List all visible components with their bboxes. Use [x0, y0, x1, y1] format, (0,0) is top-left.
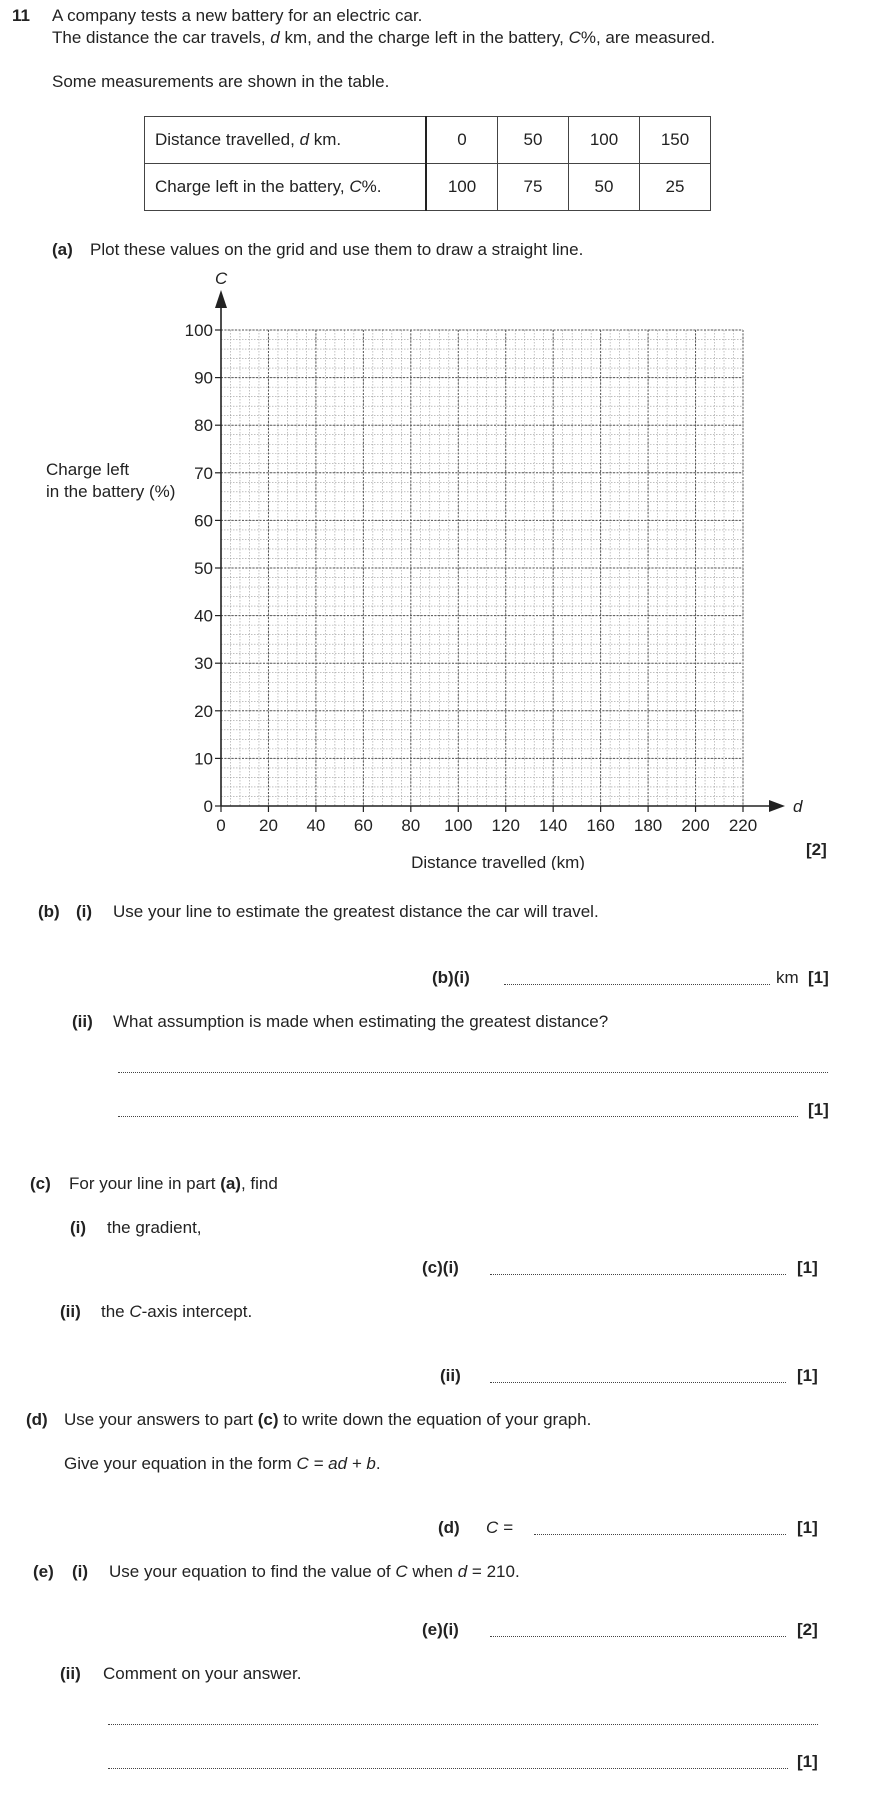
part-e-ii-label: (ii) [60, 1664, 81, 1683]
part-b-ii-answer-line[interactable] [118, 1072, 828, 1073]
part-d-answer-label: (d) [438, 1518, 460, 1537]
part-a-text: Plot these values on the grid and use them to draw a straight line. [90, 240, 584, 259]
part-d-answer-line[interactable] [534, 1534, 786, 1535]
x-tick-label: 120 [491, 816, 520, 835]
part-c-i-answer-line[interactable] [490, 1274, 786, 1275]
y-axis-label-line1: Charge left [46, 460, 130, 479]
x-axis-arrow-icon [769, 800, 785, 812]
x-tick-label: 160 [586, 816, 615, 835]
y-tick-label: 70 [194, 463, 213, 483]
table-row [145, 164, 711, 211]
part-b-i-marks: [1] [808, 968, 829, 987]
part-b-ii-answer-line[interactable] [118, 1116, 798, 1117]
part-e-ii-answer-line[interactable] [108, 1768, 788, 1769]
part-a-marks: [2] [806, 840, 827, 859]
plot-grid[interactable] [0, 270, 888, 870]
part-e-i-answer-line[interactable] [490, 1636, 786, 1637]
table-cell: 25 [640, 164, 711, 211]
part-e-i-answer-label: (e)(i) [422, 1620, 459, 1639]
part-c-i-answer-label: (c)(i) [422, 1258, 459, 1277]
part-c-text: For your line in part (a), find [69, 1174, 278, 1193]
part-d-answer-prefix: C = [486, 1518, 513, 1537]
table-cell: 150 [640, 117, 711, 164]
question-intro-line2: The distance the car travels, d km, and the charge left in the battery, C%, are measured. [52, 28, 716, 47]
x-tick-label: 60 [353, 816, 373, 835]
part-e-ii-answer-line[interactable] [108, 1724, 818, 1725]
part-c-ii-marks: [1] [797, 1366, 818, 1385]
part-e-label: (e) [33, 1562, 54, 1581]
table-row [145, 117, 711, 164]
part-c-i-text: the gradient, [107, 1218, 202, 1237]
y-tick-label: 90 [194, 368, 213, 388]
x-tick-label: 100 [444, 816, 473, 835]
y-tick-label: 30 [194, 654, 213, 674]
question-number: 11 [12, 6, 30, 25]
table-row-label: Distance travelled, d km. [145, 117, 427, 164]
part-e-i-label: (i) [72, 1562, 89, 1581]
y-tick-label: 80 [194, 416, 213, 436]
part-e-ii-text: Comment on your answer. [103, 1664, 302, 1683]
table-cell: 50 [498, 117, 569, 164]
part-c-label: (c) [30, 1174, 51, 1193]
part-d-text: Use your answers to part (c) to write down the equation of your graph. [64, 1410, 592, 1429]
part-b-i-unit: km [776, 968, 799, 987]
part-b-i-answer-line[interactable] [504, 984, 770, 985]
y-axis-variable: C [215, 270, 228, 288]
major-gridlines [221, 330, 743, 806]
table-intro: Some measurements are shown in the table. [52, 72, 390, 91]
x-tick-label: 200 [681, 816, 710, 835]
x-axis-label: Distance travelled (km) [411, 853, 585, 870]
part-b-i-label: (i) [76, 902, 93, 921]
y-tick-label: 0 [203, 797, 213, 816]
x-tick-label: 80 [401, 816, 421, 835]
part-b-label: (b) [38, 902, 60, 921]
x-ticks [216, 806, 757, 835]
part-e-i-marks: [2] [797, 1620, 818, 1639]
part-b-ii-text: What assumption is made when estimating the greatest distance? [113, 1012, 609, 1031]
y-tick-label: 20 [194, 701, 213, 721]
x-tick-label: 180 [633, 816, 663, 835]
part-c-ii-answer-label: (ii) [440, 1366, 461, 1385]
part-d-form: Give your equation in the form C = ad + b. [64, 1454, 381, 1473]
question-intro-line1: A company tests a new battery for an electric car. [52, 6, 423, 25]
y-tick-label: 10 [194, 749, 213, 769]
y-tick-label: 100 [184, 321, 213, 340]
table-cell: 0 [426, 117, 498, 164]
part-e-i-text: Use your equation to find the value of C when d = 210. [109, 1562, 520, 1581]
x-tick-label: 20 [258, 816, 278, 835]
part-b-i-answer-label: (b)(i) [432, 968, 470, 987]
part-c-ii-answer-line[interactable] [490, 1382, 786, 1383]
part-d-marks: [1] [797, 1518, 818, 1537]
x-tick-label: 220 [728, 816, 758, 835]
table-cell: 100 [569, 117, 640, 164]
measurements-table [144, 116, 711, 211]
table-cell: 75 [498, 164, 569, 211]
part-a-label: (a) [52, 240, 73, 259]
part-c-ii-text: the C-axis intercept. [101, 1302, 253, 1321]
part-c-ii-label: (ii) [60, 1302, 81, 1321]
y-ticks [185, 321, 221, 816]
y-tick-label: 40 [194, 606, 213, 626]
part-c-i-marks: [1] [797, 1258, 818, 1277]
y-axis-arrow-icon [215, 290, 227, 308]
y-axis-label-line2: in the battery (%) [46, 482, 176, 501]
part-b-ii-label: (ii) [72, 1012, 93, 1031]
part-d-label: (d) [26, 1410, 48, 1429]
part-c-i-label: (i) [70, 1218, 87, 1237]
part-b-ii-marks: [1] [808, 1100, 829, 1119]
x-tick-label: 0 [216, 816, 226, 835]
x-axis-variable: d [793, 797, 803, 816]
table-row-label: Charge left in the battery, C%. [145, 164, 427, 211]
x-tick-label: 40 [306, 816, 326, 835]
table-cell: 50 [569, 164, 640, 211]
part-e-ii-marks: [1] [797, 1752, 818, 1771]
part-b-i-text: Use your line to estimate the greatest distance the car will travel. [113, 902, 599, 921]
table-cell: 100 [426, 164, 498, 211]
y-tick-label: 60 [194, 511, 213, 531]
y-tick-label: 50 [194, 559, 213, 578]
x-tick-label: 140 [538, 816, 568, 835]
